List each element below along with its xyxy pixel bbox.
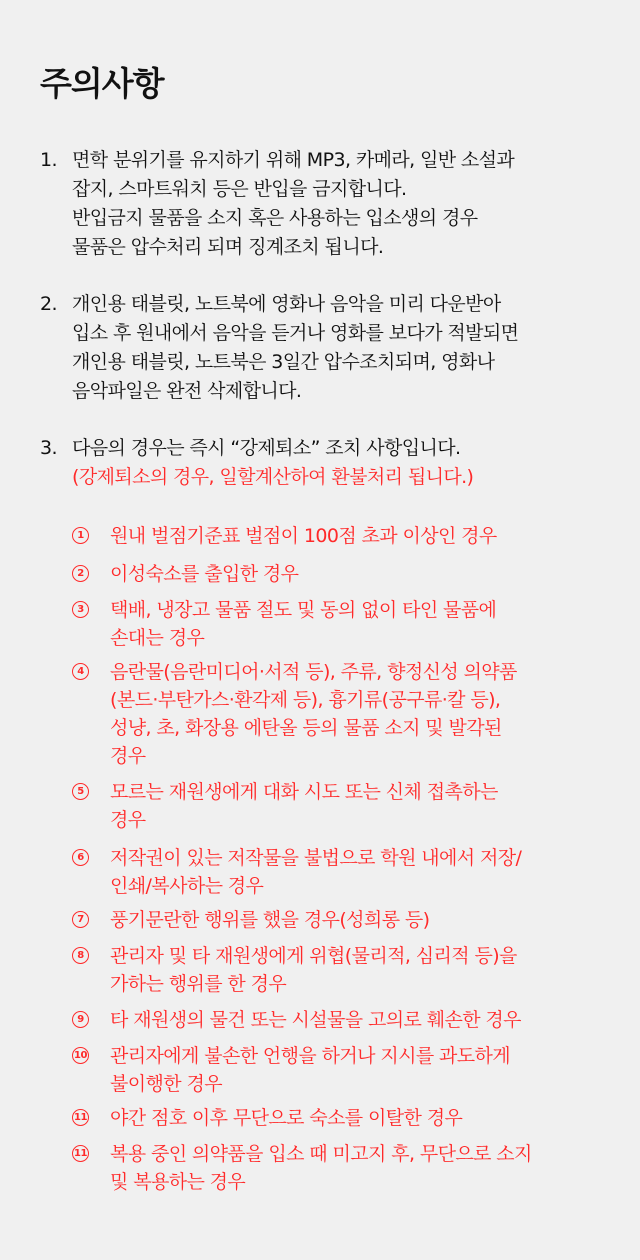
item-body	[72, 146, 600, 262]
circled-number-icon: 4	[72, 663, 89, 680]
condition-line: 불이행한 경우	[110, 1073, 222, 1095]
condition-line: 타 재원생의 물건 또는 시설물을 고의로 훼손한 경우	[110, 1009, 521, 1031]
notice-item-3	[40, 434, 600, 492]
condition-line: (본드·부탄가스·환각제 등), 흉기류(공구류·칼 등),	[110, 689, 501, 711]
circled-number-icon: 7	[72, 911, 89, 928]
circled-number-icon: 3	[72, 601, 89, 618]
item-number: 3.	[40, 437, 57, 459]
condition-line: 및 복용하는 경우	[110, 1171, 246, 1193]
condition-line: 경우	[110, 745, 146, 767]
circled-number-icon: 5	[72, 783, 89, 800]
item-line: 개인용 태블릿, 노트북은 3일간 압수조치되며, 영화나	[72, 351, 495, 373]
condition-item	[72, 522, 620, 550]
condition-item	[72, 778, 620, 834]
item-body	[72, 290, 600, 406]
condition-line: 관리자에게 불손한 언행을 하거나 지시를 과도하게	[110, 1045, 511, 1067]
condition-line: 가하는 행위를 한 경우	[110, 973, 287, 995]
condition-line: 풍기문란한 행위를 했을 경우(성희롱 등)	[110, 909, 430, 931]
circled-number-icon: 11	[72, 1145, 89, 1162]
item-line: 반입금지 물품을 소지 혹은 사용하는 입소생의 경우	[72, 207, 478, 229]
condition-item	[72, 844, 620, 900]
condition-line: 원내 벌점기준표 벌점이 100점 초과 이상인 경우	[110, 525, 497, 547]
condition-line: 관리자 및 타 재원생에게 위협(물리적, 심리적 등)을	[110, 945, 517, 967]
condition-line: 저작권이 있는 저작물을 불법으로 학원 내에서 저장/	[110, 847, 522, 869]
condition-item	[72, 906, 620, 934]
circled-number-icon: 2	[72, 565, 89, 582]
item-line: 물품은 압수처리 되며 징계조치 됩니다.	[72, 236, 384, 258]
condition-line: 택배, 냉장고 물품 절도 및 동의 없이 타인 물품에	[110, 599, 497, 621]
refund-note: (강제퇴소의 경우, 일할계산하여 환불처리 됩니다.)	[72, 466, 474, 488]
condition-line: 경우	[110, 809, 146, 831]
condition-line: 음란물(음란미디어·서적 등), 주류, 향정신성 의약품	[110, 661, 517, 683]
condition-item	[72, 1042, 620, 1098]
item-line: 잡지, 스마트워치 등은 반입을 금지합니다.	[72, 178, 407, 200]
circled-number-icon: 1	[72, 527, 89, 544]
circled-number-icon: 6	[72, 849, 89, 866]
condition-line: 모르는 재원생에게 대화 시도 또는 신체 접촉하는	[110, 781, 498, 803]
condition-item	[72, 1006, 620, 1034]
item-line: 음악파일은 완전 삭제합니다.	[72, 380, 302, 402]
condition-line: 인쇄/복사하는 경우	[110, 875, 264, 897]
item-number: 2.	[40, 293, 57, 315]
circled-number-icon: 8	[72, 947, 89, 964]
circled-number-icon: 10	[72, 1047, 89, 1064]
condition-line: 성냥, 초, 화장용 에탄올 등의 물품 소지 및 발각된	[110, 717, 502, 739]
circled-number-icon: 11	[72, 1109, 89, 1126]
condition-item	[72, 1140, 620, 1196]
item-line: 개인용 태블릿, 노트북에 영화나 음악을 미리 다운받아	[72, 293, 501, 315]
condition-line: 이성숙소를 출입한 경우	[110, 563, 299, 585]
item-number: 1.	[40, 149, 57, 171]
condition-line: 복용 중인 의약품을 입소 때 미고지 후, 무단으로 소지	[110, 1143, 532, 1165]
condition-item	[72, 658, 620, 770]
notice-item-1	[40, 146, 600, 262]
item-line: 면학 분위기를 유지하기 위해 MP3, 카메라, 일반 소설과	[72, 149, 515, 171]
condition-item	[72, 942, 620, 998]
condition-item	[72, 596, 620, 652]
condition-line: 손대는 경우	[110, 627, 205, 649]
condition-line: 야간 점호 이후 무단으로 숙소를 이탈한 경우	[110, 1107, 463, 1129]
notice-item-2	[40, 290, 600, 406]
circled-number-icon: 9	[72, 1011, 89, 1028]
item-body	[72, 434, 600, 492]
page-title: 주의사항	[40, 64, 164, 103]
item-line: 다음의 경우는 즉시 “강제퇴소” 조치 사항입니다.	[72, 437, 461, 459]
condition-item	[72, 1104, 620, 1132]
item-line: 입소 후 원내에서 음악을 듣거나 영화를 보다가 적발되면	[72, 322, 519, 344]
condition-item	[72, 560, 620, 588]
